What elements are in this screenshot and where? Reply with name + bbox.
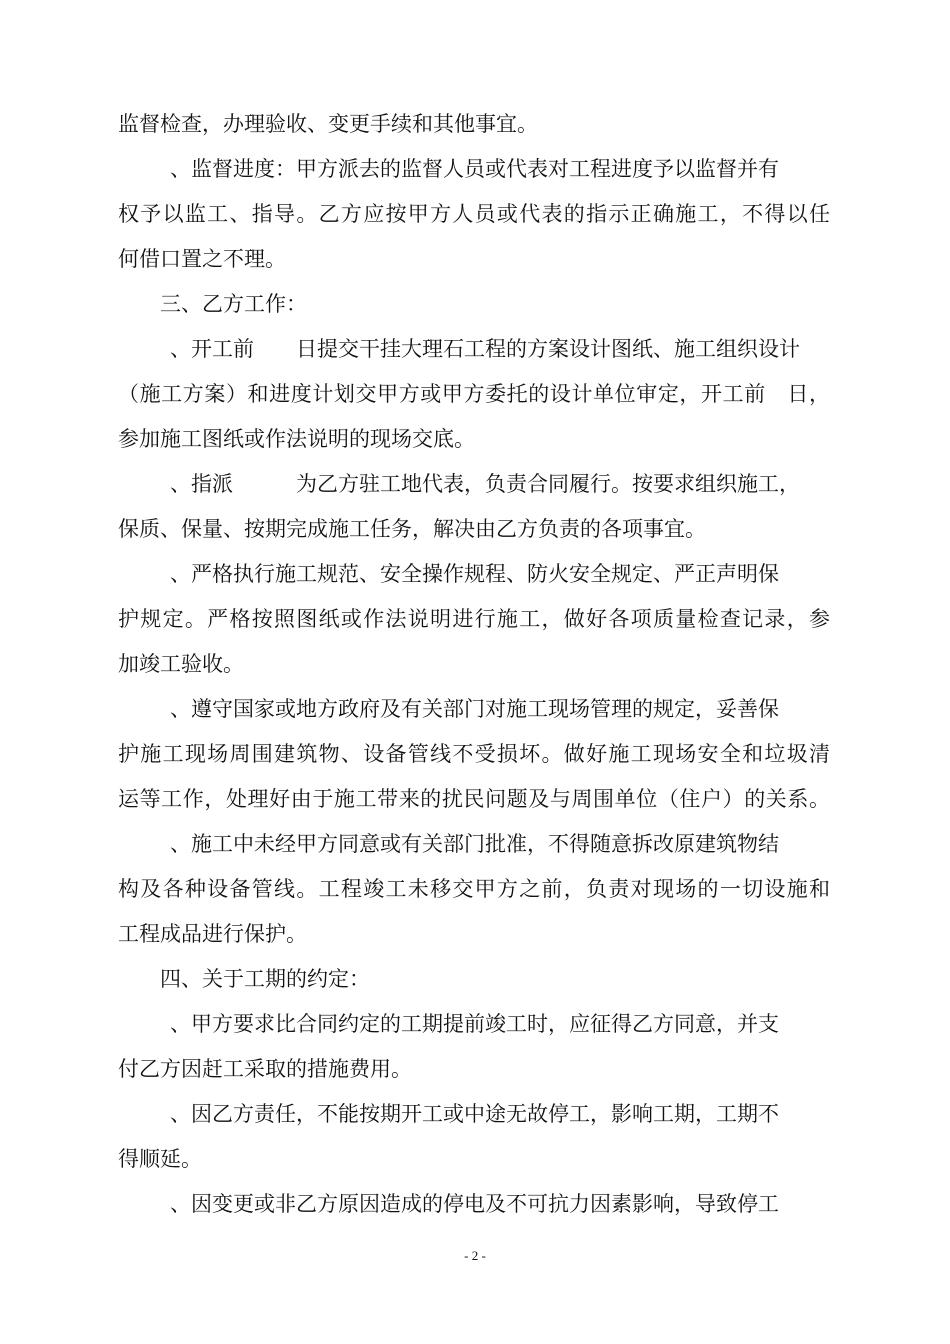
paragraph-line: 、因乙方责任，不能按期开工或中途无故停工，影响工期，工期不 — [170, 1102, 779, 1126]
paragraph-line: 监督检查，办理验收、变更手续和其他事宜。 — [118, 112, 538, 136]
paragraph-line: 、开工前 日提交干挂大理石工程的方案设计图纸、施工组织设计 — [170, 337, 800, 361]
paragraph-line: 付乙方因赶工采取的措施费用。 — [118, 1057, 412, 1081]
paragraph-line: 、严格执行施工规范、安全操作规程、防火安全规定、严正声明保 — [170, 562, 779, 586]
paragraph-line: 、指派 为乙方驻工地代表，负责合同履行。按要求组织施工， — [170, 472, 800, 496]
paragraph-line: 何借口置之不理。 — [118, 247, 286, 271]
paragraph-line: 护规定。严格按照图纸或作法说明进行施工，做好各项质量检查记录，参 — [118, 607, 830, 631]
paragraph-line: 、监督进度：甲方派去的监督人员或代表对工程进度予以监督并有 — [170, 157, 779, 181]
paragraph-line: 保质、保量、按期完成施工任务，解决由乙方负责的各项事宜。 — [118, 517, 706, 541]
paragraph-line: 、遵守国家或地方政府及有关部门对施工现场管理的规定，妥善保 — [170, 697, 779, 721]
paragraph-line: （施工方案）和进度计划交甲方或甲方委托的设计单位审定，开工前 日， — [118, 382, 830, 406]
section-heading: 四、关于工期的约定： — [160, 967, 370, 991]
paragraph-line: 得顺延。 — [118, 1147, 202, 1171]
paragraph-line: 、甲方要求比合同约定的工期提前竣工时，应征得乙方同意，并支 — [170, 1012, 779, 1036]
paragraph-line: 构及各种设备管线。工程竣工未移交甲方之前，负责对现场的一切设施和 — [118, 877, 830, 901]
paragraph-line: 、因变更或非乙方原因造成的停电及不可抗力因素影响，导致停工 — [170, 1192, 779, 1216]
paragraph-line: 运等工作，处理好由于施工带来的扰民问题及与周围单位（住户）的关系。 — [118, 787, 830, 811]
paragraph-line: 参加施工图纸或作法说明的现场交底。 — [118, 427, 475, 451]
paragraph-line: 工程成品进行保护。 — [118, 922, 307, 946]
page-number: - 2 - — [464, 1248, 486, 1263]
paragraph-line: 权予以监工、指导。乙方应按甲方人员或代表的指示正确施工，不得以任 — [118, 202, 830, 226]
paragraph-line: 加竣工验收。 — [118, 652, 244, 676]
paragraph-line: 护施工现场周围建筑物、设备管线不受损坏。做好施工现场安全和垃圾清 — [118, 742, 830, 766]
paragraph-line: 、施工中未经甲方同意或有关部门批准，不得随意拆改原建筑物结 — [170, 832, 779, 856]
section-heading: 三、乙方工作： — [160, 292, 307, 316]
